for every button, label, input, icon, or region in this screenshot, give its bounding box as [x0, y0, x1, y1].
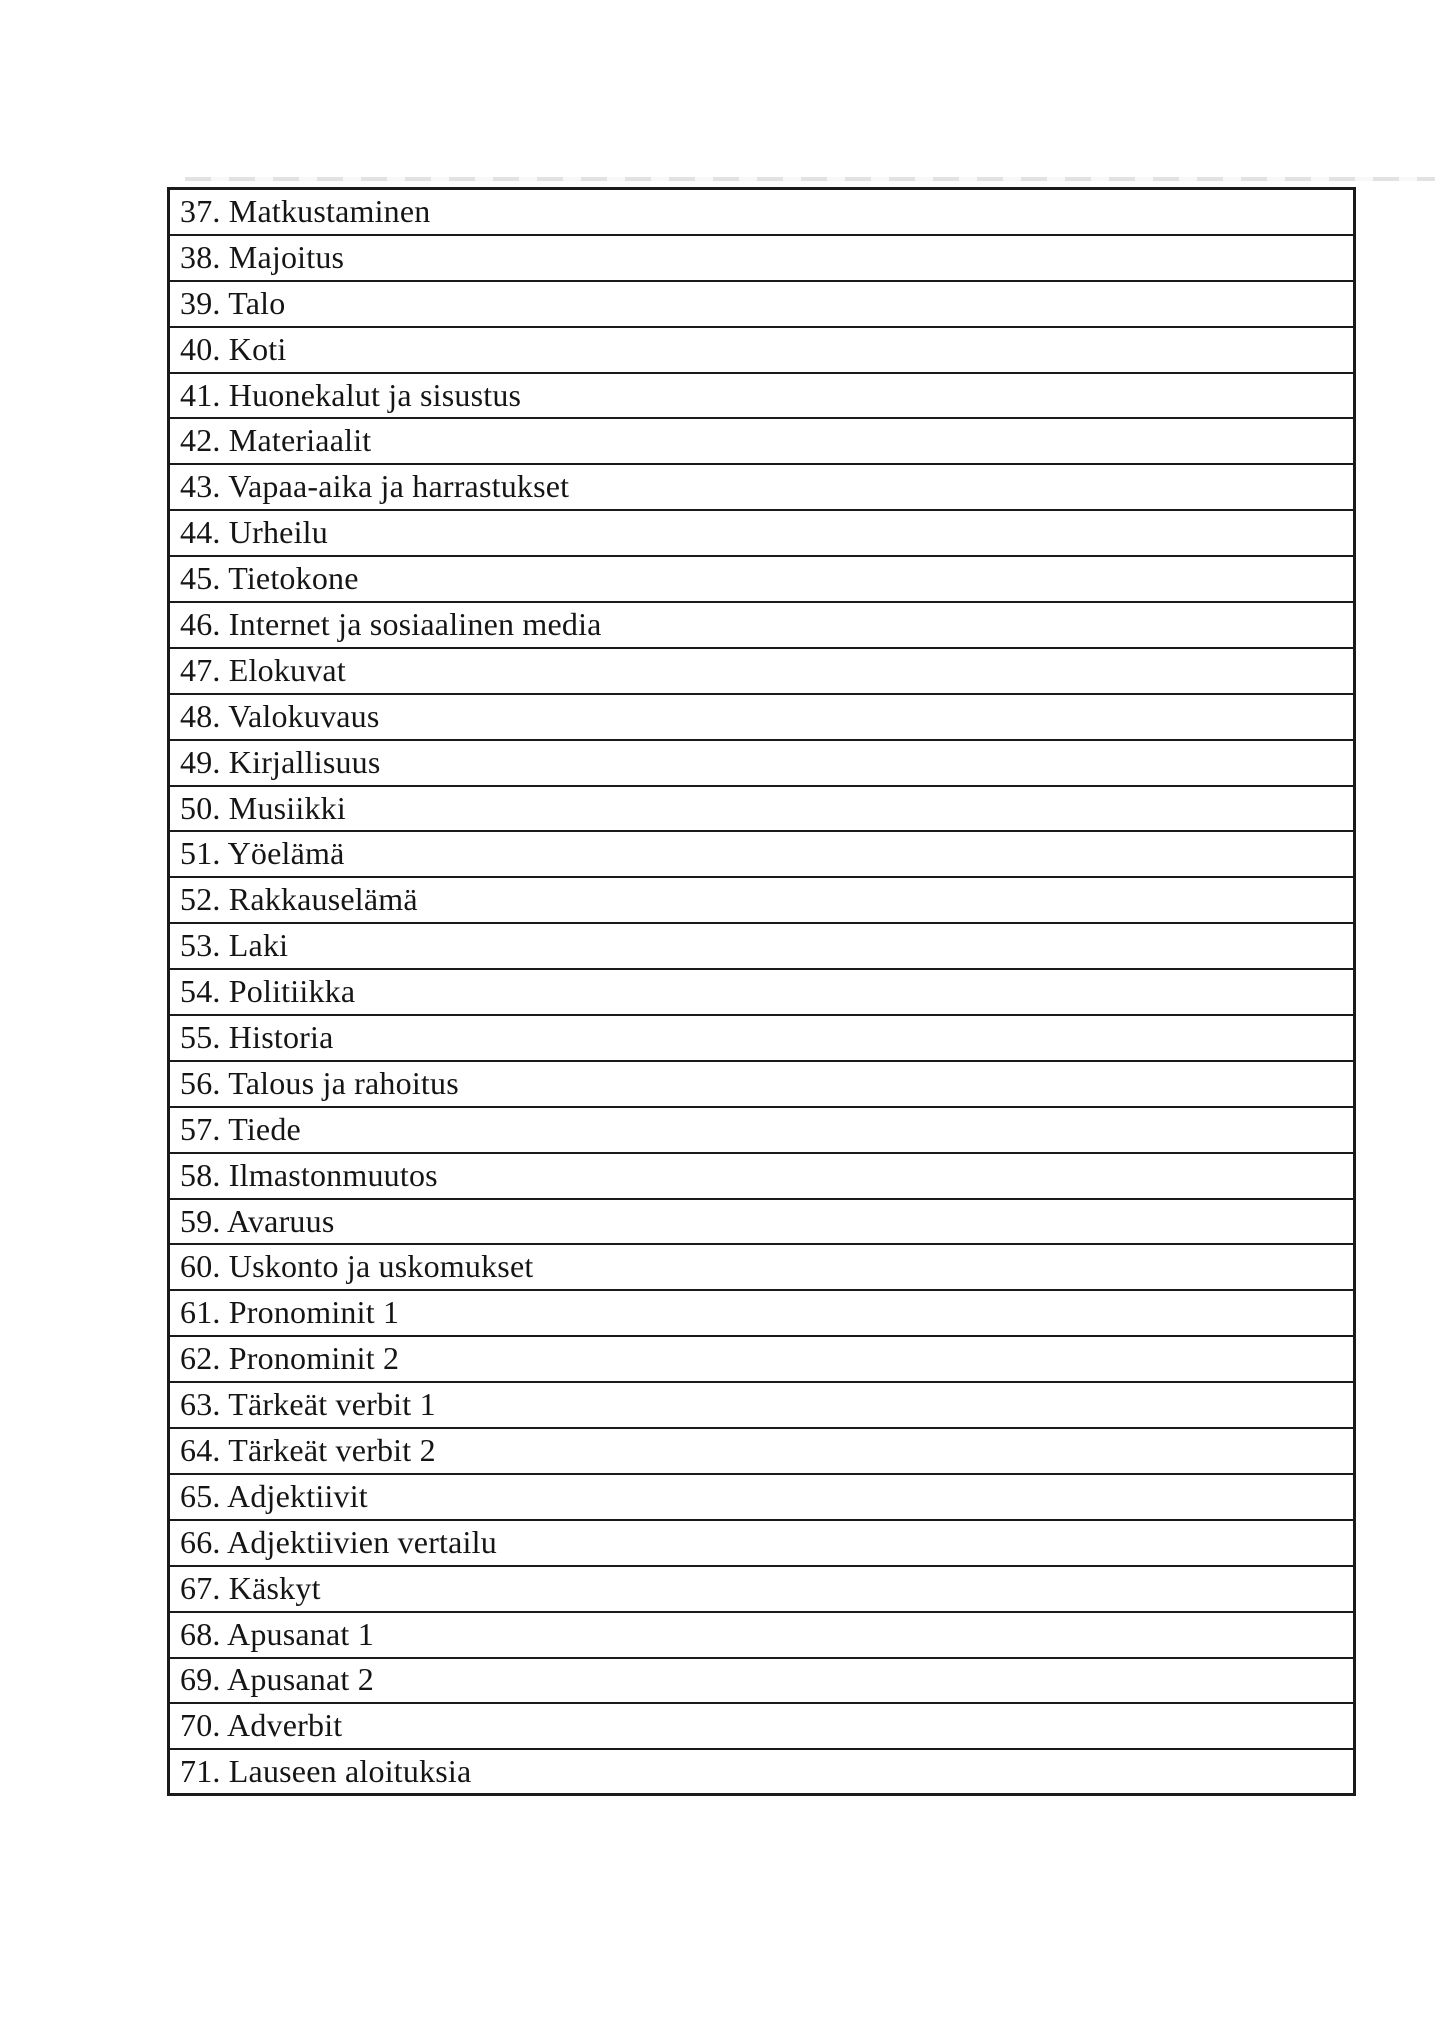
toc-row: 66. Adjektiivien vertailu	[170, 1521, 1353, 1567]
toc-row: 45. Tietokone	[170, 557, 1353, 603]
toc-row: 65. Adjektiivit	[170, 1475, 1353, 1521]
toc-row: 37. Matkustaminen	[170, 190, 1353, 236]
toc-row: 70. Adverbit	[170, 1704, 1353, 1750]
toc-row: 69. Apusanat 2	[170, 1659, 1353, 1705]
toc-row: 46. Internet ja sosiaalinen media	[170, 603, 1353, 649]
toc-row: 39. Talo	[170, 282, 1353, 328]
toc-row: 63. Tärkeät verbit 1	[170, 1383, 1353, 1429]
toc-table	[167, 187, 1356, 1796]
toc-row: 54. Politiikka	[170, 970, 1353, 1016]
toc-row: 64. Tärkeät verbit 2	[170, 1429, 1353, 1475]
toc-row: 44. Urheilu	[170, 511, 1353, 557]
toc-row: 67. Käskyt	[170, 1567, 1353, 1613]
toc-row: 40. Koti	[170, 328, 1353, 374]
toc-row: 49. Kirjallisuus	[170, 741, 1353, 787]
toc-row: 51. Yöelämä	[170, 832, 1353, 878]
toc-row: 38. Majoitus	[170, 236, 1353, 282]
toc-row: 68. Apusanat 1	[170, 1613, 1353, 1659]
toc-row: 58. Ilmastonmuutos	[170, 1154, 1353, 1200]
toc-row: 62. Pronominit 2	[170, 1337, 1353, 1383]
toc-row: 55. Historia	[170, 1016, 1353, 1062]
toc-row: 41. Huonekalut ja sisustus	[170, 374, 1353, 420]
toc-row: 43. Vapaa-aika ja harrastukset	[170, 465, 1353, 511]
toc-row: 48. Valokuvaus	[170, 695, 1353, 741]
toc-row: 50. Musiikki	[170, 787, 1353, 833]
toc-row: 61. Pronominit 1	[170, 1291, 1353, 1337]
toc-row: 47. Elokuvat	[170, 649, 1353, 695]
toc-row: 56. Talous ja rahoitus	[170, 1062, 1353, 1108]
toc-row: 53. Laki	[170, 924, 1353, 970]
toc-row: 60. Uskonto ja uskomukset	[170, 1245, 1353, 1291]
toc-row: 42. Materiaalit	[170, 419, 1353, 465]
toc-row: 59. Avaruus	[170, 1200, 1353, 1246]
toc-row: 52. Rakkauselämä	[170, 878, 1353, 924]
scan-artifact	[185, 177, 1435, 181]
toc-row: 57. Tiede	[170, 1108, 1353, 1154]
toc-row: 71. Lauseen aloituksia	[180, 1752, 472, 1789]
